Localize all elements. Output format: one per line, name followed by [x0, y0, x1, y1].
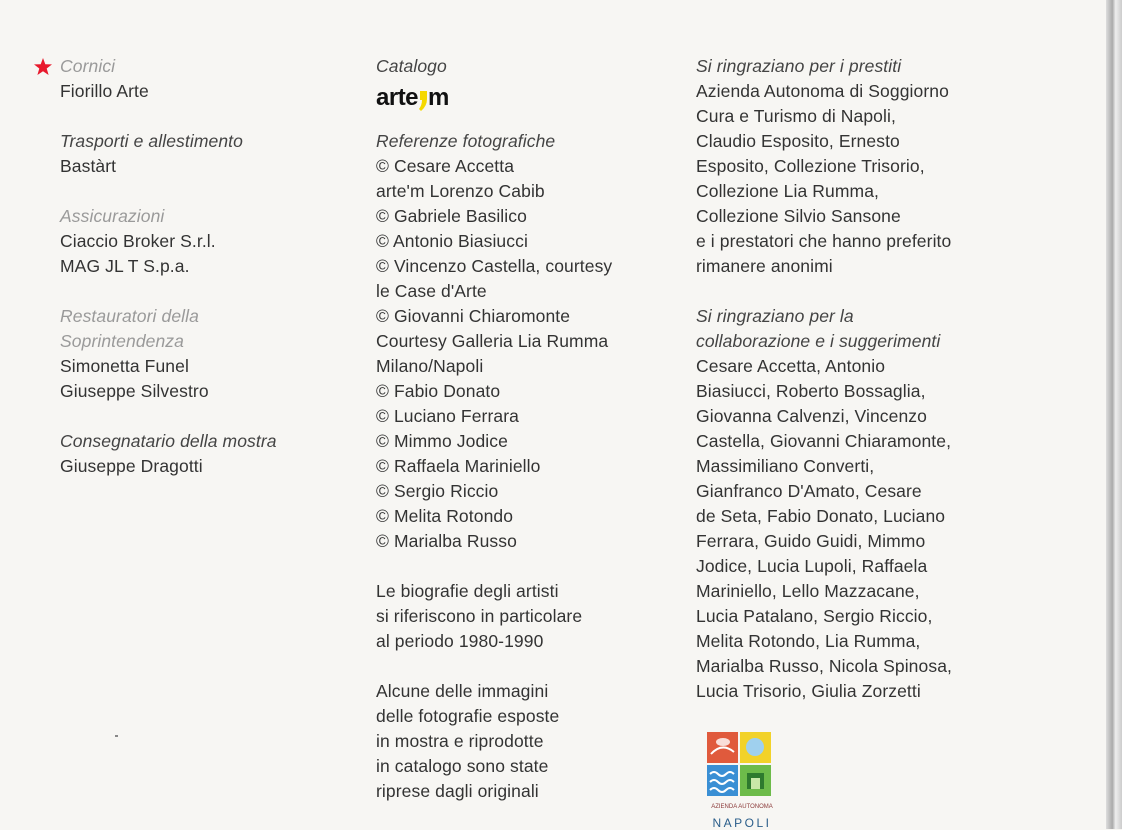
section-heading: Restauratori della	[60, 306, 199, 326]
referenze-list	[376, 154, 676, 554]
logo-text-b: m	[428, 84, 449, 111]
section-heading: Trasporti e allestimento	[60, 131, 243, 151]
prestiti-item: e i prestatori che hanno preferito	[696, 231, 952, 251]
collab-item: Lucia Trisorio, Giulia Zorzetti	[696, 681, 921, 701]
referenze-item: Courtesy Galleria Lia Rumma	[376, 331, 609, 351]
napoli-subtitle: AZIENDA AUTONOMA	[711, 804, 773, 810]
section-line: Fiorillo Arte	[60, 81, 149, 101]
logo-text-a: arte	[376, 84, 419, 111]
logo-apostrophe-icon	[418, 91, 428, 111]
collab-item: Cesare Accetta, Antonio	[696, 356, 886, 376]
credits-column-right	[696, 54, 1096, 704]
section-heading: Soprintendenza	[60, 331, 184, 351]
referenze-heading: Referenze fotografiche	[376, 131, 556, 151]
napoli-logo	[703, 728, 781, 829]
section-trasporti	[60, 129, 350, 179]
referenze-item: © Marialba Russo	[376, 531, 517, 551]
immagini-note	[376, 679, 676, 804]
prestiti-heading: Si ringraziano per i prestiti	[696, 56, 902, 76]
credits-column-left	[60, 54, 350, 479]
referenze-item: © Giovanni Chiaromonte	[376, 306, 571, 326]
section-heading: Assicurazioni	[60, 206, 165, 226]
section-heading: Consegnatario della mostra	[60, 431, 277, 451]
referenze-item: le Case d'Arte	[376, 281, 487, 301]
artem-logo	[376, 79, 449, 117]
credits-column-middle	[376, 54, 676, 804]
collab-heading: Si ringraziano per la	[696, 306, 854, 326]
prestiti-item: Esposito, Collezione Trisorio,	[696, 156, 925, 176]
immagini-line: in mostra e riprodotte	[376, 731, 544, 751]
section-line: Giuseppe Silvestro	[60, 381, 209, 401]
collab-item: Biasiucci, Roberto Bossaglia,	[696, 381, 926, 401]
referenze-item: © Antonio Biasiucci	[376, 231, 528, 251]
immagini-line: delle fotografie esposte	[376, 706, 560, 726]
prestiti-item: Collezione Lia Rumma,	[696, 181, 880, 201]
collab-item: Lucia Patalano, Sergio Riccio,	[696, 606, 933, 626]
collab-item: de Seta, Fabio Donato, Luciano	[696, 506, 946, 526]
section-line: MAG JL T S.p.a.	[60, 256, 190, 276]
collab-item: Jodice, Lucia Lupoli, Raffaela	[696, 556, 928, 576]
referenze-item: © Melita Rotondo	[376, 506, 514, 526]
immagini-line: in catalogo sono state	[376, 756, 549, 776]
prestiti-item: Azienda Autonoma di Soggiorno	[696, 81, 949, 101]
print-speck	[115, 735, 118, 737]
referenze-item: © Sergio Riccio	[376, 481, 499, 501]
referenze-item: © Luciano Ferrara	[376, 406, 519, 426]
collab-item: Ferrara, Guido Guidi, Mimmo	[696, 531, 926, 551]
section-restauratori	[60, 304, 350, 404]
referenze-item: © Raffaela Mariniello	[376, 456, 541, 476]
red-star-mark	[33, 57, 53, 77]
referenze-item: Milano/Napoli	[376, 356, 484, 376]
page-edge	[1106, 0, 1122, 829]
napoli-emblem-icon	[703, 728, 781, 804]
section-cornici	[60, 54, 350, 104]
referenze-item: © Cesare Accetta	[376, 156, 515, 176]
napoli-name: NAPOLI	[712, 816, 772, 830]
prestiti-item: Cura e Turismo di Napoli,	[696, 106, 896, 126]
section-consegnatario	[60, 429, 350, 479]
immagini-line: riprese dagli originali	[376, 781, 539, 801]
collab-item: Mariniello, Lello Mazzacane,	[696, 581, 920, 601]
prestiti-item: rimanere anonimi	[696, 256, 833, 276]
biografie-line: al periodo 1980-1990	[376, 631, 544, 651]
collab-item: Marialba Russo, Nicola Spinosa,	[696, 656, 952, 676]
referenze-item: © Mimmo Jodice	[376, 431, 508, 451]
collab-item: Massimiliano Converti,	[696, 456, 875, 476]
referenze-item: © Fabio Donato	[376, 381, 501, 401]
referenze-item: © Gabriele Basilico	[376, 206, 527, 226]
section-heading: Cornici	[60, 56, 116, 76]
referenze-item: © Vincenzo Castella, courtesy	[376, 256, 613, 276]
prestiti-list	[696, 79, 1096, 279]
prestiti-item: Claudio Esposito, Ernesto	[696, 131, 900, 151]
catalogo-label: Catalogo	[376, 56, 447, 76]
collab-item: Castella, Giovanni Chiaramonte,	[696, 431, 952, 451]
collab-item: Melita Rotondo, Lia Rumma,	[696, 631, 921, 651]
biografie-line: Le biografie degli artisti	[376, 581, 559, 601]
biografie-note	[376, 579, 676, 654]
immagini-line: Alcune delle immagini	[376, 681, 549, 701]
section-assicurazioni	[60, 204, 350, 279]
section-line: Simonetta Funel	[60, 356, 189, 376]
prestiti-item: Collezione Silvio Sansone	[696, 206, 901, 226]
collab-heading: collaborazione e i suggerimenti	[696, 331, 941, 351]
section-line: Ciaccio Broker S.r.l.	[60, 231, 216, 251]
collab-item: Giovanna Calvenzi, Vincenzo	[696, 406, 927, 426]
section-line: Giuseppe Dragotti	[60, 456, 203, 476]
collab-item: Gianfranco D'Amato, Cesare	[696, 481, 922, 501]
section-line: Bastàrt	[60, 156, 117, 176]
referenze-item: arte'm Lorenzo Cabib	[376, 181, 545, 201]
collab-list	[696, 354, 1096, 704]
biografie-line: si riferiscono in particolare	[376, 606, 583, 626]
